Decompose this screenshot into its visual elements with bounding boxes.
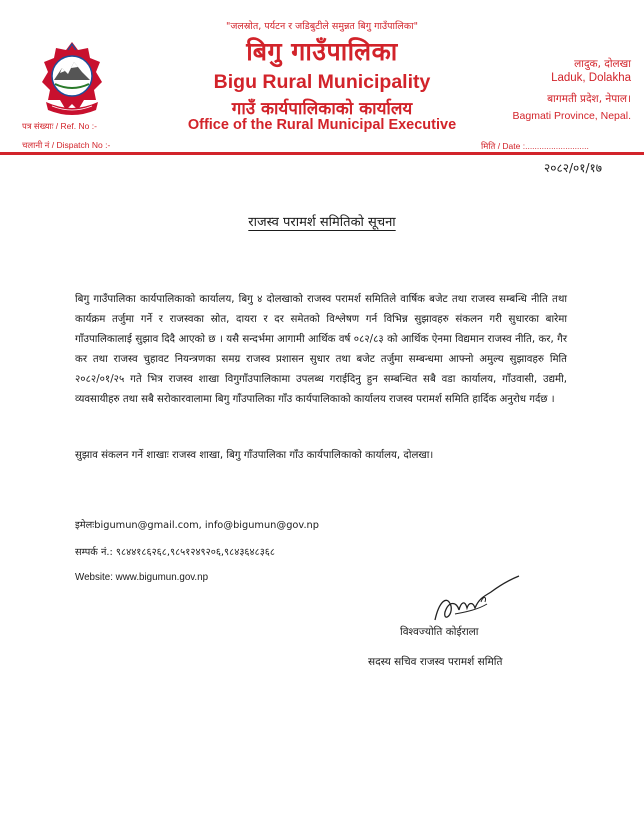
office-name-english: Office of the Rural Municipal Executive — [187, 117, 457, 133]
province-line-english: Bagmati Province, Nepal. — [512, 110, 631, 122]
email-line: इमेलःbigumun@gmail.com, info@bigumun@gov.np — [75, 520, 319, 531]
handwritten-signature — [425, 572, 525, 632]
dispatch-number-label: चलानी नं / Dispatch No :- — [22, 140, 111, 150]
date-label — [481, 141, 589, 152]
office-name-nepali: गाउँ कार्यपालिकाको कार्यालय — [231, 99, 413, 119]
letterhead-tagline: "जलस्रोत, पर्यटन र जडिबुटीले समुन्नत बिगु गाउँपालिका" — [225, 21, 418, 32]
notice-body-paragraph: बिगु गाउँपालिका कार्यपालिकाको कार्यालय, बिगु ४ दोलखाको राजस्व परामर्श समितिले वार्षिक बजेट तथा राजस्व सम्बन्धि नीति तथा कार्यक्रम तर्जुमा गर्ने र राजस्वका स्रोत, दायरा र दर समेतको विश्लेषण गर्न विभिन्न सुझावहरु संकलन गरी सुधारका बारेमा गाँउपालिकालाई सुझाव दिदै आएको छ । यसै सन्दर्भमा आगामी आर्थिक वर्ष ०८२/८३ को आर्थिक ऐनमा विद्यमान राजस्व नीति, कर, गैर कर तथा राजस्व चुहावट नियन्त्रणका समग्र राजस्व प्रशासन सुधार तथा बजेट तर्जुमा सम्बन्धमा आफ्नो अमुल्य सुझावहरु मिति २०८२/०१/२५ गते भित्र राजस्व शाखा विगुगाँउपालिकामा उपलब्ध गराईदिनु हुन सम्बन्धित सबै वडा कार्यालय, गाँउवासी, उद्यमी, व्यवसायीहरु तथा सबै सरोकारवालामा बिगु गाँउपालिका गाँउ कार्यपालिकाको कार्यालय राजस्व परामर्श समिति हार्दिक अनुरोध गर्दछ । — [75, 294, 567, 405]
municipality-name-nepali: बिगु गाउँपालिका — [246, 37, 398, 66]
province-line-nepali: बागमती प्रदेश, नेपाल। — [547, 93, 631, 105]
date-blank-line: ........................... — [525, 141, 589, 151]
signatory-name: विश्वज्योति कोईराला — [400, 626, 479, 638]
notice-title — [0, 212, 644, 230]
municipality-name-english: Bigu Rural Municipality — [213, 71, 431, 93]
phone-line: सम्पर्क नं.: ९८४४१८६२६८,९८५१२४९२०६,९८४३६४८३६८ — [75, 547, 275, 558]
date-label-text: मिति / Date : — [481, 141, 526, 151]
address-line-english: Laduk, Dolakha — [551, 72, 631, 84]
signatory-title: सदस्य सचिव राजस्व परामर्श समिति — [368, 656, 503, 668]
website-line: Website: www.bigumun.gov.np — [75, 572, 209, 583]
issue-date: २०८२/०१/१७ — [543, 161, 602, 175]
address-line-nepali: लादुक, दोलखा — [574, 58, 631, 70]
collection-branch-line: सुझाव संकलन गर्ने शाखाः राजस्व शाखा, बिगु गाँउपालिका गाँउ कार्यपालिकाको कार्यालय, दोलखा। — [75, 450, 434, 461]
notice-title-text: राजस्व परामर्श समितिको सूचना — [248, 215, 396, 230]
header-divider — [0, 152, 644, 155]
reference-number-label: पत्र संख्याः / Ref. No :- — [22, 121, 97, 131]
